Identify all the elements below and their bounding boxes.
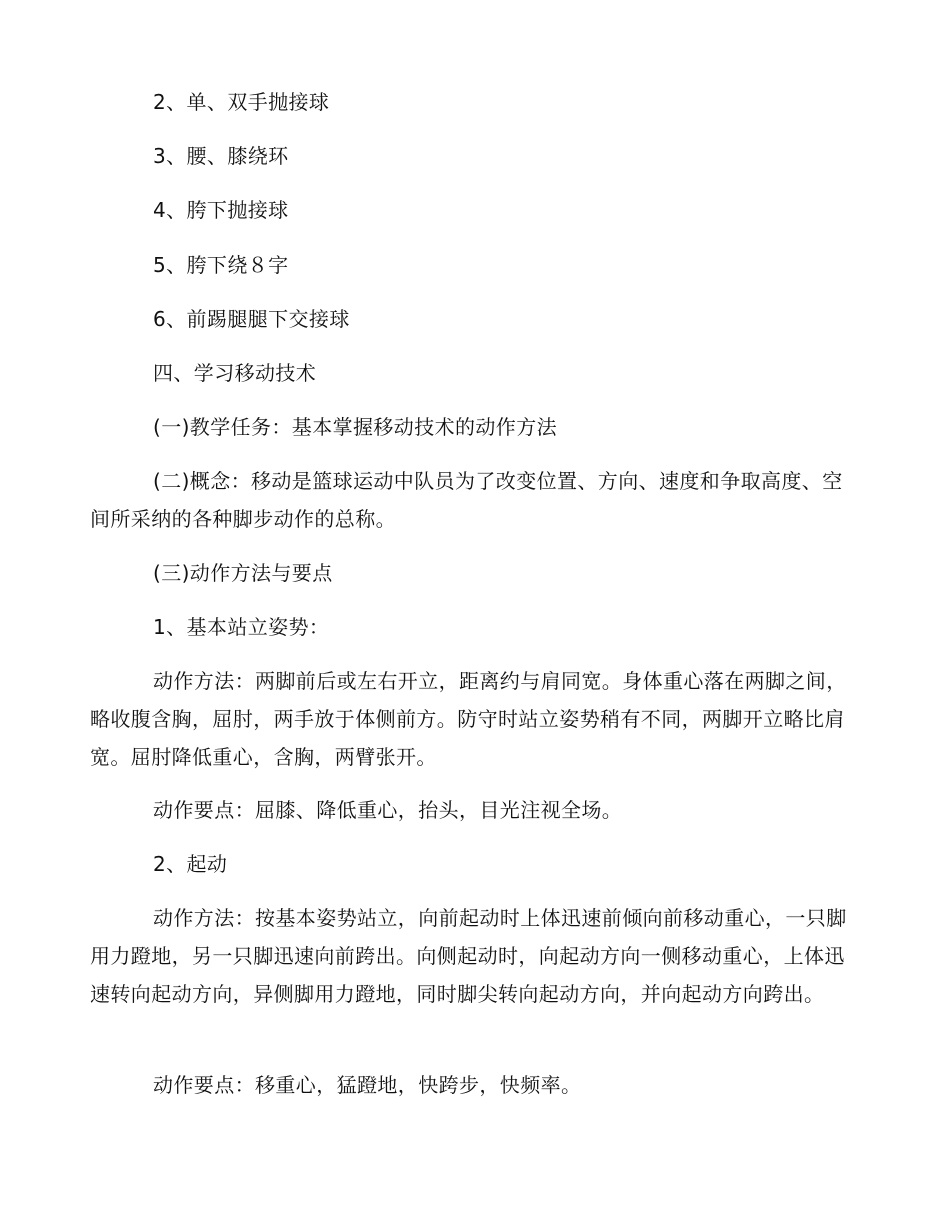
stance-method-paragraph: 动作方法：两脚前后或左右开立，距离约与肩同宽。身体重心落在两脚之间，略收腹含胸，屈肘，两手放于体侧前方。防守时站立姿势稍有不同，两脚开立略比肩宽。屈肘降低重心，含胸，两臂张开。 — [90, 669, 847, 769]
section-heading: 四、学习移动技术 — [153, 361, 317, 385]
list-item-4: 4、胯下抛接球 — [153, 198, 289, 222]
item-heading-stance: 1、基本站立姿势： — [153, 615, 330, 639]
concept-paragraph: (二)概念：移动是篮球运动中队员为了改变位置、方向、速度和争取高度、空间所采纳的各种脚步动作的总称。 — [90, 469, 843, 531]
list-item-6: 6、前踢腿腿下交接球 — [153, 307, 350, 331]
list-item-2: 2、单、双手抛接球 — [153, 90, 330, 114]
list-item-5: 5、胯下绕８字 — [153, 253, 289, 277]
item-heading-start: 2、起动 — [153, 852, 228, 876]
stance-keypoints-paragraph: 动作要点：屈膝、降低重心，抬头，目光注视全场。 — [153, 798, 623, 822]
start-method-paragraph: 动作方法：按基本姿势站立，向前起动时上体迅速前倾向前移动重心，一只脚用力蹬地，另一只脚迅速向前跨出。向侧起动时，向起动方向一侧移动重心，上体迅速转向起动方向，异侧脚用力蹬地，同时脚尖转向起动方向，并向起动方向跨出。 — [90, 906, 847, 1006]
list-item-3: 3、腰、膝绕环 — [153, 144, 289, 168]
start-keypoints-paragraph: 动作要点：移重心，猛蹬地，快跨步，快频率。 — [153, 1073, 582, 1097]
teaching-task: (一)教学任务：基本掌握移动技术的动作方法 — [153, 415, 558, 439]
subsection-heading: (三)动作方法与要点 — [153, 561, 333, 585]
